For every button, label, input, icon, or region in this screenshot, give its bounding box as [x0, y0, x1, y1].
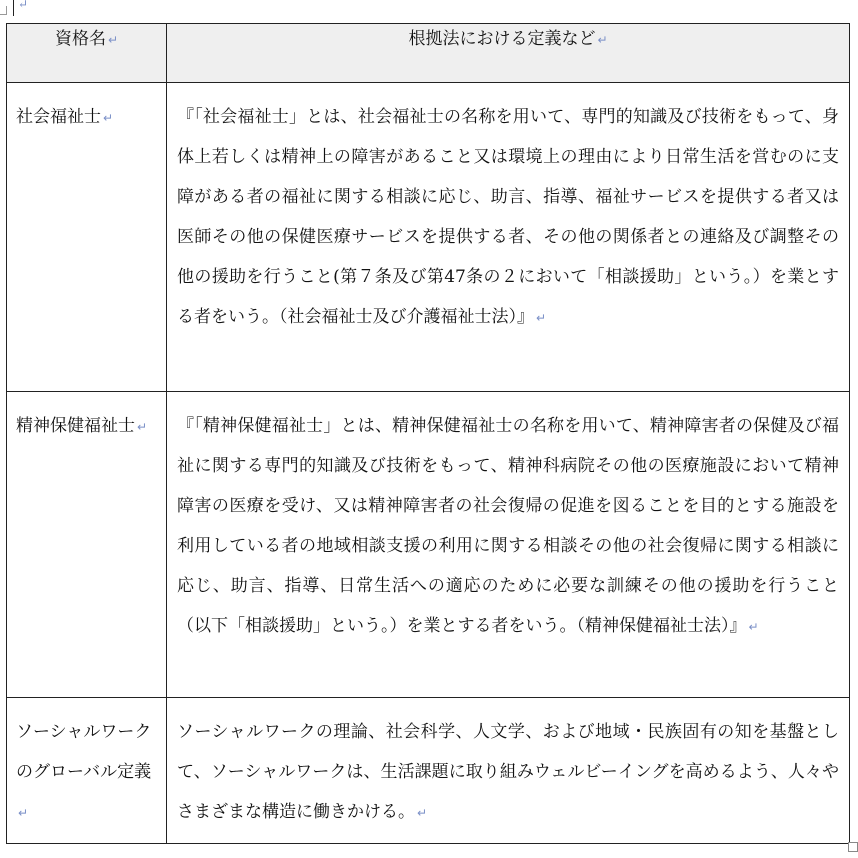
header-definition[interactable] — [167, 24, 850, 83]
definition-text: 『「精神保健福祉士」とは、精神保健福祉士の名称を用いて、精神障害者の保健及び福祉に関する専門的知識及び技術をもって、精神科病院その他の医療施設において精神障害の医療を受け、又は精神障害者の社会復帰の促進を図ることを目的とする施設を利用している者の地域相談支援の利用に関する相談その他の社会復帰に関する相談に応じ、助言、指導、日常生活への適応のために必要な訓練その他の援助を行うこと（以下「相談援助」という。）を業とする者をいう。（精神保健福祉士法）』 — [177, 416, 839, 636]
header-definition-label: 根拠法における定義など — [408, 29, 596, 49]
qualification-definition-table — [6, 23, 850, 844]
paragraph-mark-icon: ↵ — [536, 311, 547, 325]
table-row — [7, 392, 850, 698]
table-header-row — [7, 24, 850, 83]
qualification-name: ソーシャルワークのグローバル定義 — [16, 722, 152, 782]
table-resize-handle[interactable] — [848, 842, 858, 852]
qualification-cell[interactable] — [7, 83, 167, 392]
text-cursor — [13, 0, 14, 16]
definition-cell[interactable] — [167, 83, 850, 392]
definition-cell[interactable] — [167, 698, 850, 844]
header-qualification-name[interactable] — [7, 24, 167, 83]
definition-cell[interactable] — [167, 392, 850, 698]
page-corner-marker — [0, 6, 7, 15]
paragraph-mark-icon: ↵ — [137, 420, 148, 434]
qualification-name: 社会福祉士 — [16, 107, 101, 127]
qualification-cell[interactable] — [7, 392, 167, 698]
definition-text: 『「社会福祉士」とは、社会福祉士の名称を用いて、専門的知識及び技術をもって、身体上若しくは精神上の障害があること又は環境上の理由により日常生活を営むのに支障がある者の福祉に関する相談に応じ、助言、指導、福祉サービスを提供する者又は医師その他の保健医療サービスを提供する者、その他の関係者との連絡及び調整その他の援助を行うこと(第７条及び第47条の２において「相談援助」という。）を業とする者をいう。（社会福祉士及び介護福祉士法）』 — [177, 107, 839, 327]
paragraph-mark-icon: ↵ — [18, 806, 29, 820]
qualification-cell[interactable] — [7, 698, 167, 844]
paragraph-mark-icon: ↵ — [107, 33, 119, 47]
header-qualification-label: 資格名 — [54, 29, 106, 49]
paragraph-mark-icon: ↵ — [103, 111, 114, 125]
paragraph-mark-icon: ↵ — [18, 0, 29, 11]
table-row — [7, 83, 850, 392]
paragraph-mark-icon: ↵ — [597, 33, 608, 47]
definition-text: ソーシャルワークの理論、社会科学、人文学、および地域・民族固有の知を基盤として、ソーシャルワークは、生活課題に取り組みウェルビーイングを高めるよう、人々やさまざまな構造に働きかける。 — [177, 722, 839, 822]
paragraph-mark-icon: ↵ — [417, 806, 428, 820]
qualification-name: 精神保健福祉士 — [16, 416, 135, 436]
table-row — [7, 698, 850, 844]
paragraph-mark-icon: ↵ — [748, 620, 759, 634]
